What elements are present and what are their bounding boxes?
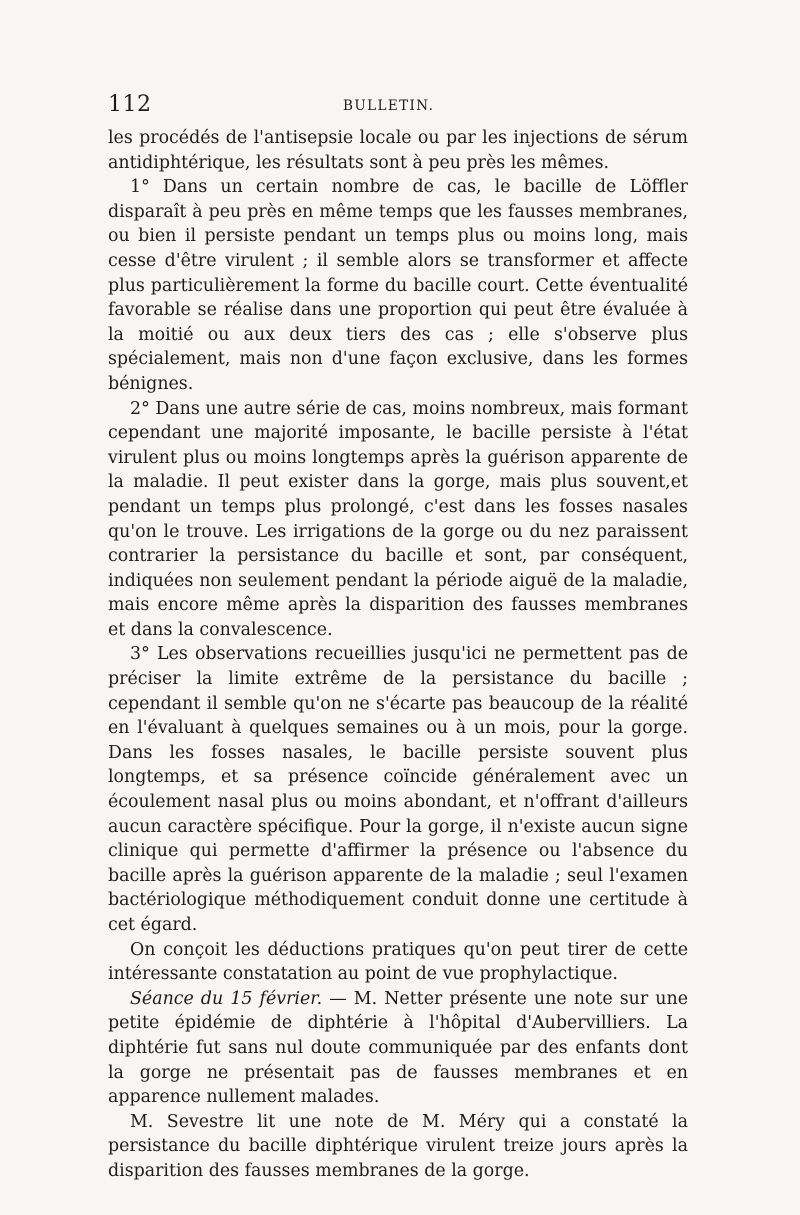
page-number: 112 [108, 92, 152, 117]
paragraph-point-2: 2° Dans une autre série de cas, moins nombreux, mais formant cependant une majorité imposante, le bacille persiste à l'état virulent plus ou moins longtemps après la guérison apparente de la maladie. Il peut exister dans la gorge, mais plus souvent,et pendant un temps plus prolongé, c'est dans les fosses nasales qu'on le trouve. Les irrigations de la gorge ou du nez paraissent contrarier la persistance du bacille et sont, par conséquent, indiquées non seulement pendant la période aiguë de la maladie, mais encore même après la disparition des fausses membranes et dans la convalescence. [108, 398, 688, 640]
paragraph-final: M. Sevestre lit une note de M. Méry qui a constaté la persistance du bacille diphtérique virulent treize jours après la disparition des fausses membranes de la gorge. [108, 1111, 688, 1181]
body-text [108, 126, 688, 1184]
document-page [108, 92, 688, 1184]
running-title: BULLETIN. [343, 98, 435, 114]
seance-date: Séance du 15 février. [130, 988, 323, 1009]
paragraph-continuation: les procédés de l'antisepsie locale ou par les injections de sérum antidiphtérique, les résultats sont à peu près les mêmes. [108, 128, 688, 173]
page-header [108, 92, 688, 126]
paragraph-seance [108, 987, 688, 1110]
paragraph-point-1: 1° Dans un certain nombre de cas, le bacille de Löffler disparaît à peu près en même temps que les fausses membranes, ou bien il persiste pendant un temps plus ou moins long, mais cesse d'être virulent ; il semble alors se transformer et affecte plus particulièrement la forme du bacille court. Cette éventualité favorable se réalise dans une proportion qui peut être évaluée à la moitié ou aux deux tiers des cas ; elle s'observe plus spécialement, mais non d'une façon exclusive, dans les formes bénignes. [108, 177, 688, 394]
paragraph-point-3: 3° Les observations recueillies jusqu'ici ne permettent pas de préciser la limite extrême de la persistance du bacille ; cependant il semble qu'on ne s'écarte pas beaucoup de la réalité en l'évaluant à quelques semaines ou à un mois, pour la gorge. Dans les fosses nasales, le bacille persiste souvent plus longtemps, et sa présence coïncide généralement avec un écoulement nasal plus ou moins abondant, et n'offrant d'ailleurs aucun caractère spécifique. Pour la gorge, il n'existe aucun signe clinique qui permette d'affirmer la présence ou l'absence du bacille après la guérison apparente de la maladie ; seul l'examen bactériologique méthodiquement conduit donne une certitude à cet égard. [108, 644, 688, 935]
paragraph-conclusion: On conçoit les déductions pratiques qu'on peut tirer de cette intéressante constatation au point de vue prophylactique. [108, 939, 688, 985]
seance-text: — M. Netter présente une note sur une petite épidémie de diphtérie à l'hôpital d'Aubervilliers. La diphtérie fut sans nul doute communiquée par des enfants dont la gorge ne présentait pas de fausses membranes et en apparence nullement malades. [108, 988, 688, 1108]
